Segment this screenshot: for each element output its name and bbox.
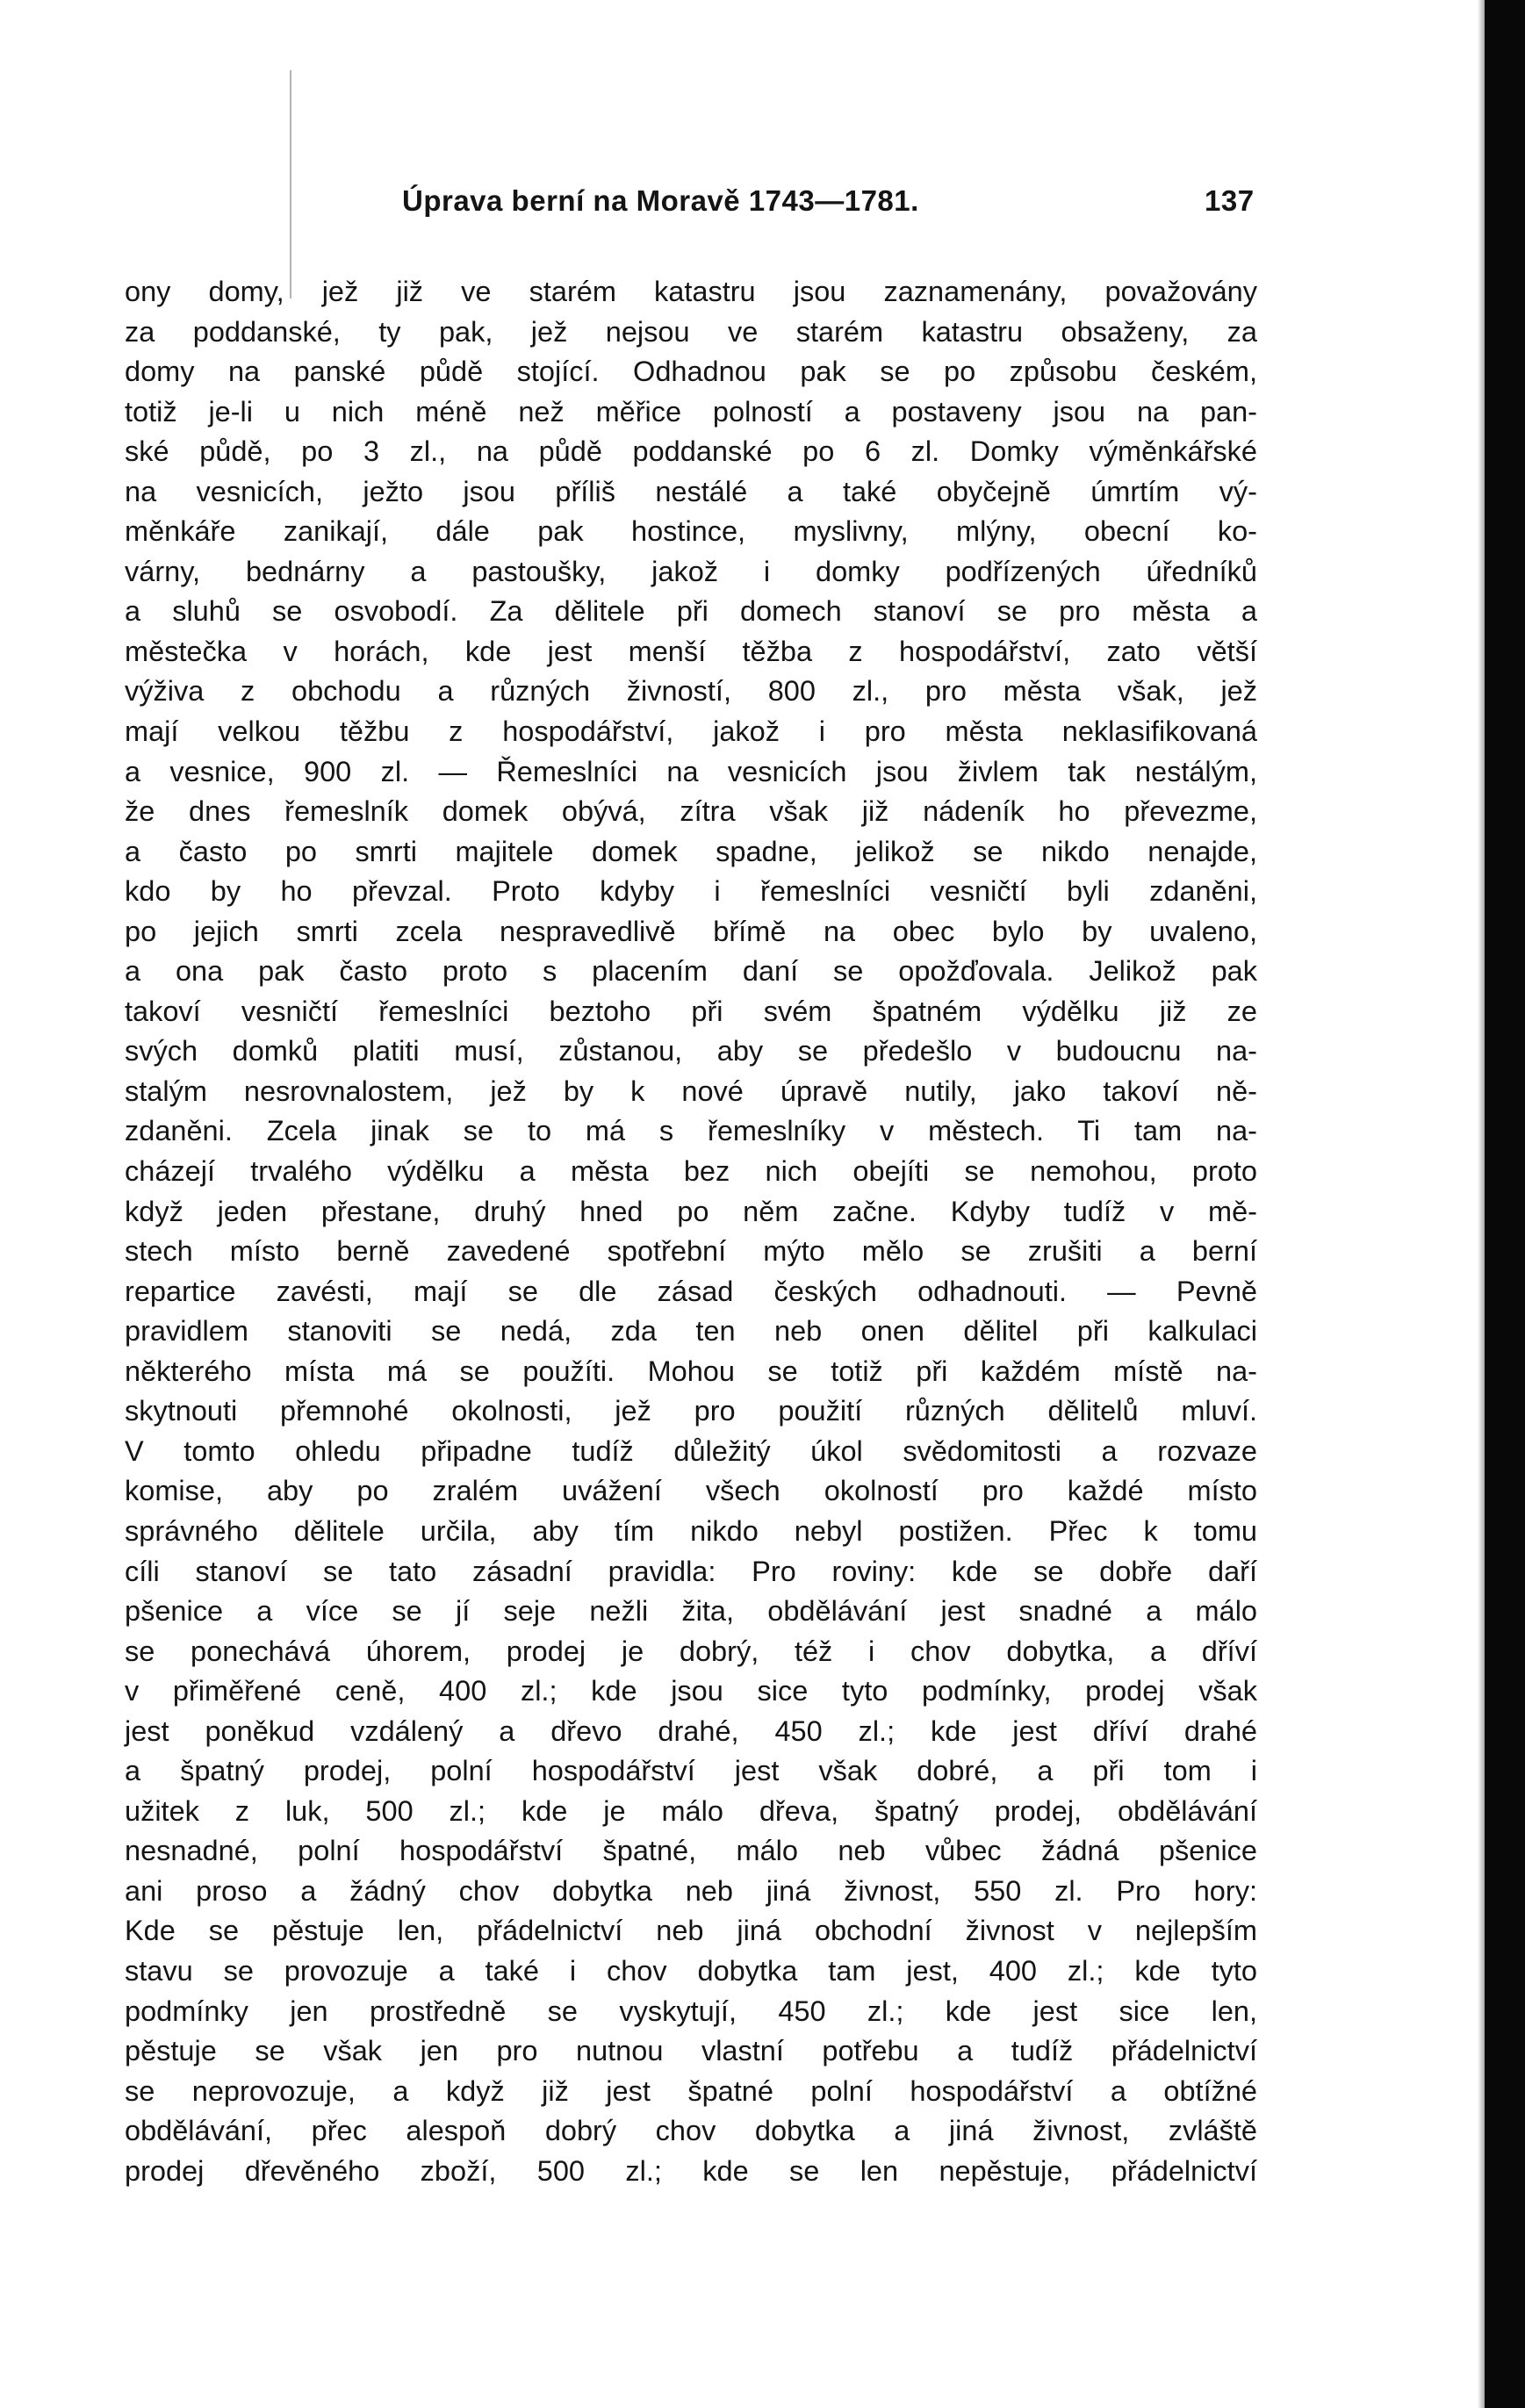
text-line: a špatný prodej, polní hospodářství jest však dobré, a při tom i	[125, 1755, 1257, 1787]
text-line: a sluhů se osvobodí. Za dělitele při domech stanoví se pro města a	[125, 595, 1257, 628]
text-line: repartice zavésti, mají se dle zásad českých odhadnouti. — Pevně	[125, 1275, 1257, 1307]
text-line: ské půdě, po 3 zl., na půdě poddanské po 6 zl. Domky výměnkářské	[125, 435, 1257, 468]
text-line: když jeden přestane, druhý hned po něm začne. Kdyby tudíž v mě-	[125, 1195, 1257, 1227]
text-line: komise, aby po zralém uvážení všech okolností pro každé místo	[125, 1475, 1257, 1507]
text-line: ani proso a žádný chov dobytka neb jiná živnost, 550 zl. Pro hory:	[125, 1874, 1257, 1907]
text-line: se ponechává úhorem, prodej je dobrý, též i chov dobytka, a dříví	[125, 1635, 1257, 1667]
text-line: se neprovozuje, a když již jest špatné polní hospodářství a obtížné	[125, 2074, 1257, 2107]
text-line: že dnes řemeslník domek obývá, zítra však již nádeník ho převezme,	[125, 795, 1257, 828]
text-line: stech místo berně zavedené spotřební mýto mělo se zrušiti a berní	[125, 1235, 1257, 1268]
text-line: svých domků platiti musí, zůstanou, aby se předešlo v budoucnu na-	[125, 1035, 1257, 1067]
body-text	[125, 272, 1257, 2191]
text-line: za poddanské, ty pak, jež nejsou ve starém katastru obsaženy, za	[125, 315, 1257, 348]
text-line: takoví vesničtí řemeslníci beztoho při svém špatném výdělku již ze	[125, 995, 1257, 1027]
text-line: ony domy, jež již ve starém katastru jsou zaznamenány, považovány	[125, 276, 1257, 307]
text-line: prodej dřevěného zboží, 500 zl.; kde se len nepěstuje, přádelnictví	[125, 2154, 1257, 2187]
text-line: některého místa má se použíti. Mohou se totiž při každém místě na-	[125, 1355, 1257, 1387]
text-line: stalým nesrovnalostem, jež by k nové úpravě nutily, jako takoví ně-	[125, 1075, 1257, 1107]
text-line: měnkáře zanikají, dále pak hostince, myslivny, mlýny, obecní ko-	[125, 515, 1257, 548]
text-line: užitek z luk, 500 zl.; kde je málo dřeva, špatný prodej, obdělávání	[125, 1794, 1257, 1827]
scan-fold-mark	[290, 70, 291, 298]
page-number: 137	[1205, 184, 1255, 217]
text-line: obdělávání, přec alespoň dobrý chov dobytka a jiná živnost, zvláště	[125, 2115, 1257, 2147]
text-line: a vesnice, 900 zl. — Řemeslníci na vesnicích jsou živlem tak nestálým,	[125, 755, 1257, 787]
text-line: a ona pak často proto s placením daní se opožďovala. Jelikož pak	[125, 955, 1257, 988]
text-line: v přiměřené ceně, 400 zl.; kde jsou sice tyto podmínky, prodej však	[125, 1675, 1257, 1707]
text-line: na vesnicích, ježto jsou příliš nestálé a také obyčejně úmrtím vý-	[125, 475, 1257, 507]
text-line: Kde se pěstuje len, přádelnictví neb jiná obchodní živnost v nejlepším	[125, 1915, 1257, 1947]
text-line: pravidlem stanoviti se nedá, zda ten neb onen dělitel při kalkulaci	[125, 1315, 1257, 1348]
text-line: jest poněkud vzdálený a dřevo drahé, 450 zl.; kde jest dříví drahé	[125, 1714, 1257, 1747]
text-line: pěstuje se však jen pro nutnou vlastní potřebu a tudíž přádelnictví	[125, 2035, 1257, 2067]
text-line: domy na panské půdě stojící. Odhadnou pak se po způsobu českém,	[125, 356, 1257, 388]
text-line: správného dělitele určila, aby tím nikdo nebyl postižen. Přec k tomu	[125, 1514, 1257, 1547]
text-line: cíli stanoví se tato zásadní pravidla: Pro roviny: kde se dobře daří	[125, 1555, 1257, 1587]
text-line: pšenice a více se jí seje nežli žita, obdělávání jest snadné a málo	[125, 1595, 1257, 1628]
text-line: podmínky jen prostředně se vyskytují, 450 zl.; kde jest sice len,	[125, 1995, 1257, 2027]
text-line: skytnouti přemnohé okolnosti, jež pro použití různých dělitelů mluví.	[125, 1395, 1257, 1427]
text-line: stavu se provozuje a také i chov dobytka tam jest, 400 zl.; kde tyto	[125, 1954, 1257, 1987]
text-line: mají velkou těžbu z hospodářství, jakož i pro města neklasifikovaná	[125, 715, 1257, 748]
text-line: kdo by ho převzal. Proto kdyby i řemeslníci vesničtí byli zdaněni,	[125, 875, 1257, 908]
running-title: Úprava berní na Moravě 1743—1781.	[402, 184, 919, 217]
text-line: várny, bednárny a pastoušky, jakož i domky podřízených úředníků	[125, 555, 1257, 587]
text-line: po jejich smrti zcela nespravedlivě břímě na obec bylo by uvaleno,	[125, 915, 1257, 947]
text-line: V tomto ohledu připadne tudíž důležitý úkol svědomitosti a rozvaze	[125, 1434, 1257, 1467]
text-line: nesnadné, polní hospodářství špatné, málo neb vůbec žádná pšenice	[125, 1835, 1257, 1867]
text-line: zdaněni. Zcela jinak se to má s řemeslníky v městech. Ti tam na-	[125, 1115, 1257, 1147]
text-line: totiž je-li u nich méně než měřice polností a postaveny jsou na pan-	[125, 395, 1257, 428]
text-line: výživa z obchodu a různých živností, 800 zl., pro města však, jež	[125, 675, 1257, 708]
text-line: městečka v horách, kde jest menší těžba z hospodářství, zato větší	[125, 635, 1257, 667]
text-line: cházejí trvalého výdělku a města bez nich obejíti se nemohou, proto	[125, 1155, 1257, 1188]
scan-border	[1485, 0, 1525, 2408]
text-line: a často po smrti majitele domek spadne, jelikož se nikdo nenajde,	[125, 835, 1257, 867]
